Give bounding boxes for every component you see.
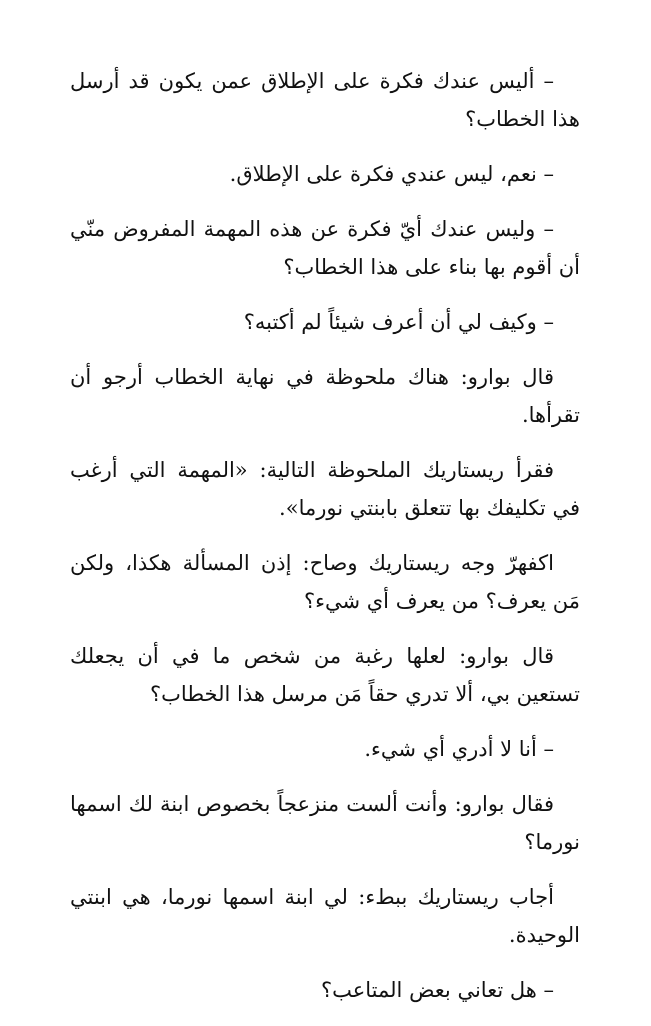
paragraph: – هل تعاني بعض المتاعب؟ [320, 978, 554, 1002]
paragraph: اكفهرّ وجه ريستاريك وصاح: إذن المسألة هكذا، ولكن مَن يعرف؟ من يعرف أي شيء؟ [70, 551, 580, 613]
paragraph: قال بوارو: لعلها رغبة من شخص ما في أن يجعلك تستعين بي، ألا تدري حقاً مَن مرسل هذا الخطاب؟ [70, 644, 580, 706]
paragraph: – وليس عندك أيّ فكرة عن هذه المهمة المفروض منّي أن أقوم بها بناء على هذا الخطاب؟ [70, 217, 580, 279]
paragraph: فقرأ ريستاريك الملحوظة التالية: «المهمة التي أرغب في تكليفك بها تتعلق بابنتي نورما». [70, 458, 580, 520]
paragraph: أجاب ريستاريك ببطء: لي ابنة اسمها نورما، هي ابنتي الوحيدة. [70, 885, 580, 947]
paragraph: – أليس عندك فكرة على الإطلاق عمن يكون قد أرسل هذا الخطاب؟ [70, 69, 580, 131]
paragraph: – وكيف لي أن أعرف شيئاً لم أكتبه؟ [243, 310, 554, 334]
paragraph: فقال بوارو: وأنت ألست منزعجاً بخصوص ابنة لك اسمها نورما؟ [70, 792, 580, 854]
page-text [70, 62, 580, 1026]
paragraph: – أنا لا أدري أي شيء. [364, 737, 554, 761]
paragraph: – نعم، ليس عندي فكرة على الإطلاق. [229, 162, 554, 186]
paragraph: قال بوارو: هناك ملحوظة في نهاية الخطاب أرجو أن تقرأها. [70, 365, 580, 427]
